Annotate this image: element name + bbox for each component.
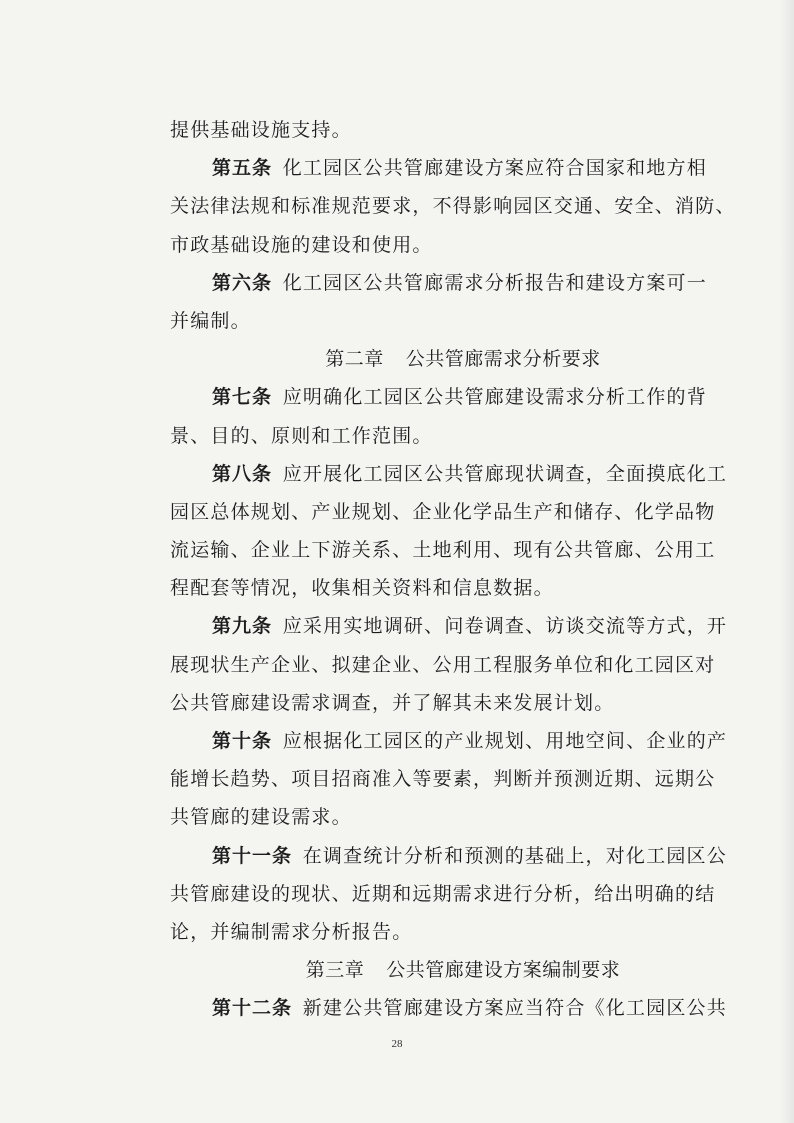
article-text: 应采用实地调研、问卷调查、访谈交流等方式，开 — [282, 615, 728, 638]
article-first-line — [170, 264, 756, 302]
article-first-line — [170, 607, 756, 645]
chapter-title: 公共管廊建设方案编制要求 — [386, 959, 621, 982]
article-label: 第九条 — [212, 615, 273, 638]
chapter-number: 第二章 — [325, 348, 384, 371]
article-text: 化工园区公共管廊建设方案应符合国家和地方相 — [282, 157, 707, 180]
chapter-number: 第三章 — [305, 959, 365, 982]
text-line: 景、目的、原则和工作范围。 — [170, 424, 433, 447]
article-label: 第八条 — [212, 462, 273, 485]
text-line: 市政基础设施的建设和使用。 — [170, 233, 433, 256]
page-number: 28 — [391, 1038, 403, 1050]
article-first-line — [170, 378, 756, 416]
text-line: 园区总体规划、产业规划、企业化学品生产和储存、化学品物 — [170, 500, 716, 523]
article-text: 化工园区公共管廊需求分析报告和建设方案可一 — [282, 271, 707, 294]
article-label: 第七条 — [212, 386, 273, 409]
text-line: 关法律法规和标准规范要求，不得影响园区交通、安全、消防、 — [170, 195, 736, 218]
text-line: 并编制。 — [170, 309, 251, 332]
article-first-line — [170, 455, 756, 493]
text-line: 能增长趋势、项目招商准入等要素，判断并预测近期、远期公 — [170, 768, 716, 791]
article-text: 应根据化工园区的产业规划、用地空间、企业的产 — [282, 730, 728, 752]
text-line: 程配套等情况，收集相关资料和信息数据。 — [170, 577, 554, 600]
chapter-heading — [170, 951, 756, 989]
article-text: 应开展化工园区公共管廊现状调查，全面摸底化工 — [282, 462, 728, 485]
article-first-line — [170, 837, 756, 875]
text-line: 流运输、企业上下游关系、土地利用、现有公共管廊、公用工 — [170, 539, 716, 562]
article-first-line — [170, 722, 756, 760]
chapter-heading — [170, 340, 756, 378]
text-line: 论，并编制需求分析报告。 — [170, 920, 413, 943]
article-text: 应明确化工园区公共管廊建设需求分析工作的背 — [282, 386, 707, 409]
page-edge-shadow — [780, 0, 794, 1123]
body-text — [170, 111, 756, 1028]
article-label: 第十二条 — [212, 997, 293, 1020]
chapter-title: 公共管廊需求分析要求 — [405, 348, 601, 371]
text-line: 提供基础设施支持。 — [170, 119, 352, 141]
article-label: 第五条 — [212, 157, 273, 180]
article-first-line — [170, 989, 756, 1027]
text-line: 公共管廊建设需求调查，并了解其未来发展计划。 — [170, 691, 615, 714]
text-line: 共管廊的建设需求。 — [170, 806, 352, 829]
article-first-line — [170, 149, 756, 187]
article-text: 新建公共管廊建设方案应当符合《化工园区公共 — [302, 997, 727, 1020]
article-label: 第十一条 — [212, 844, 293, 867]
article-text: 在调查统计分析和预测的基础上，对化工园区公 — [302, 844, 727, 867]
text-line: 展现状生产企业、拟建企业、公用工程服务单位和化工园区对 — [170, 653, 716, 676]
article-label: 第十条 — [212, 730, 273, 752]
text-line: 共管廊建设的现状、近期和远期需求进行分析，给出明确的结 — [170, 882, 716, 905]
article-label: 第六条 — [212, 271, 273, 294]
